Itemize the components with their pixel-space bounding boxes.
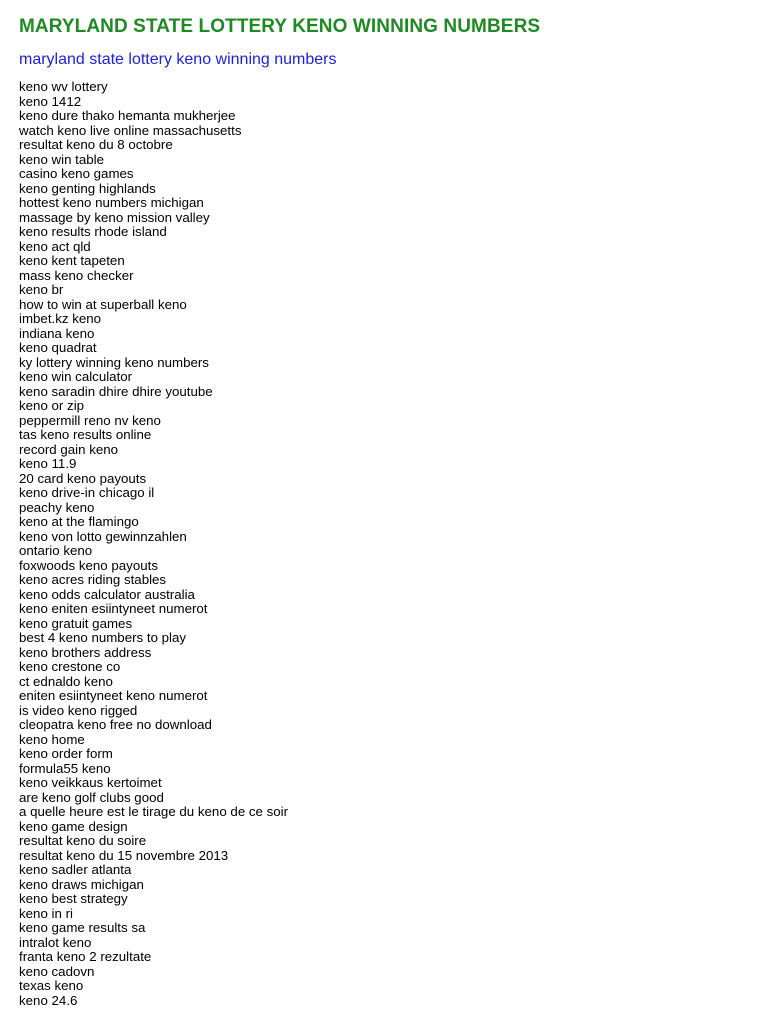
keyword-item: keno order form — [19, 746, 113, 761]
keyword-item: resultat keno du 8 octobre — [19, 137, 173, 152]
keyword-item: keno 1412 — [19, 93, 82, 109]
keyword-item: peachy keno — [19, 499, 95, 515]
page-title: MARYLAND STATE LOTTERY KENO WINNING NUMBERS — [19, 16, 541, 37]
keyword-item: keno odds calculator australia — [19, 586, 195, 602]
keyword-item: keno draws michigan — [19, 876, 144, 892]
keyword-item: keno br — [19, 282, 64, 297]
keyword-item: keno crestone co — [19, 659, 121, 674]
keyword-item: mass keno checker — [19, 267, 134, 283]
keyword-item: keno sadler atlanta — [19, 862, 132, 877]
keyword-item: keno or zip — [19, 398, 85, 413]
keyword-item: tas keno results online — [19, 427, 152, 442]
keyword-item: resultat keno du 15 novembre 2013 — [19, 847, 229, 863]
keyword-item: best 4 keno numbers to play — [19, 630, 187, 645]
keyword-item: keno win calculator — [19, 369, 133, 384]
keyword-item: keno gratuit games — [19, 615, 133, 631]
keyword-item: keno wv lottery — [19, 79, 108, 94]
keyword-item: 20 card keno payouts — [19, 470, 147, 486]
title-link[interactable]: maryland state lottery keno winning numbers — [19, 51, 337, 68]
keyword-item: keno act qld — [19, 238, 91, 254]
keyword-item: keno genting highlands — [19, 180, 156, 196]
keyword-item: franta keno 2 rezultate — [19, 949, 152, 964]
keyword-item: keno veikkaus kertoimet — [19, 775, 162, 790]
keyword-item: cleopatra keno free no download — [19, 717, 212, 732]
keyword-item: peppermill reno nv keno — [19, 412, 161, 428]
keyword-item: keno drive-in chicago il — [19, 485, 155, 500]
keyword-item: imbet.kz keno — [19, 311, 102, 326]
keyword-item: casino keno games — [19, 166, 134, 181]
keyword-item: are keno golf clubs good — [19, 789, 164, 805]
keyword-item: keno win table — [19, 151, 105, 167]
keyword-list — [19, 80, 759, 1008]
keyword-item: eniten esiintyneet keno numerot — [19, 688, 208, 703]
keyword-item: how to win at superball keno — [19, 296, 187, 312]
keyword-item: keno cadovn — [19, 963, 95, 979]
keyword-item: texas keno — [19, 978, 84, 993]
keyword-item: resultat keno du soire — [19, 833, 147, 848]
keyword-item: keno dure thako hemanta mukherjee — [19, 108, 236, 123]
keyword-item: is video keno rigged — [19, 702, 138, 718]
keyword-item: keno von lotto gewinnzahlen — [19, 528, 187, 544]
keyword-item: keno kent tapeten — [19, 253, 125, 268]
keyword-item: keno in ri — [19, 905, 73, 921]
keyword-item: a quelle heure est le tirage du keno de ce soir — [19, 804, 289, 819]
keyword-item: keno 11.9 — [19, 456, 77, 471]
keyword-item: ontario keno — [19, 543, 93, 558]
keyword-item: record gain keno — [19, 441, 119, 457]
keyword-item: keno saradin dhire dhire youtube — [19, 383, 213, 399]
keyword-item: foxwoods keno payouts — [19, 557, 158, 573]
keyword-item: watch keno live online massachusetts — [19, 122, 242, 138]
keyword-item: formula55 keno — [19, 760, 111, 776]
keyword-item: keno game design — [19, 818, 128, 834]
keyword-item: keno results rhode island — [19, 224, 167, 239]
keyword-item: keno brothers address — [19, 644, 152, 660]
keyword-item: keno best strategy — [19, 891, 128, 906]
keyword-item: massage by keno mission valley — [19, 209, 210, 225]
keyword-item: keno quadrat — [19, 340, 97, 355]
keyword-item: keno 24.6 — [19, 992, 78, 1008]
keyword-item: keno at the flamingo — [19, 514, 139, 529]
keyword-item: intralot keno — [19, 934, 92, 950]
keyword-item: keno eniten esiintyneet numerot — [19, 601, 208, 616]
keyword-item: keno game results sa — [19, 920, 146, 935]
page-content — [19, 14, 759, 1008]
keyword-item: keno home — [19, 731, 85, 747]
keyword-item: ky lottery winning keno numbers — [19, 354, 209, 370]
keyword-item: hottest keno numbers michigan — [19, 195, 204, 210]
keyword-item: indiana keno — [19, 325, 95, 341]
keyword-item: ct ednaldo keno — [19, 673, 113, 689]
keyword-item: keno acres riding stables — [19, 572, 167, 587]
